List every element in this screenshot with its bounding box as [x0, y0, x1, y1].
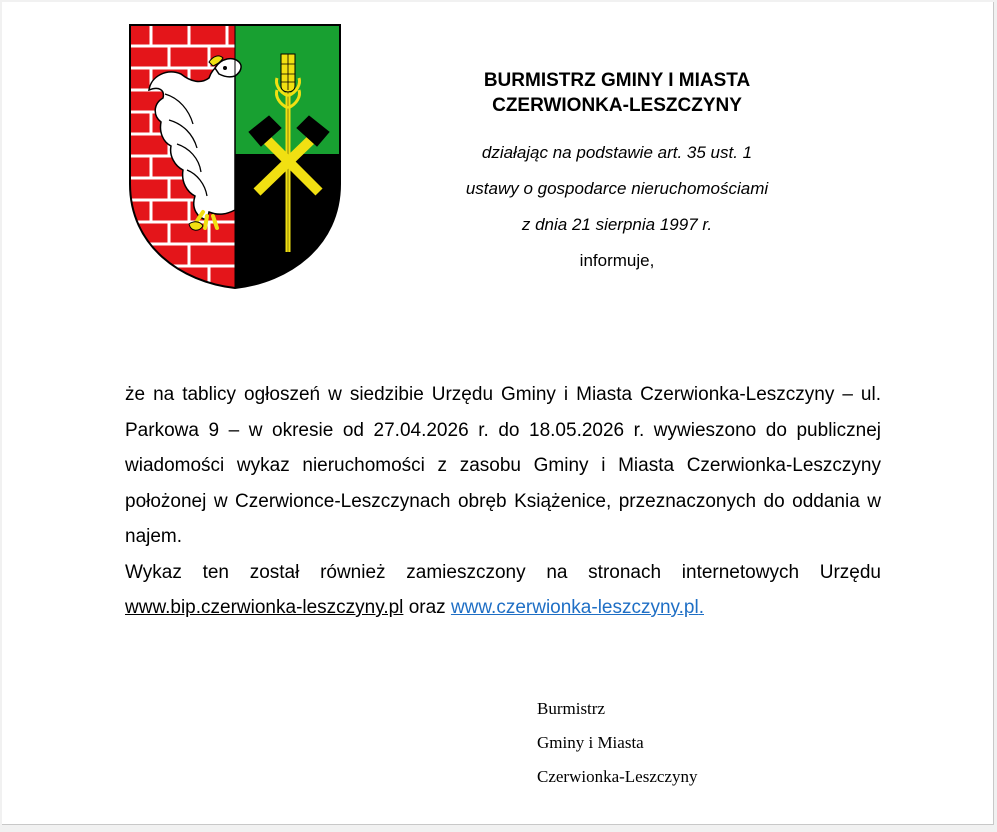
body-paragraph-2-text: Wykaz ten został również zamieszczony na stronach internetowych Urzędu	[125, 561, 881, 583]
coat-of-arms	[129, 24, 341, 290]
website-link-dot: .	[698, 597, 704, 618]
signature-line2: Gminy i Miasta	[537, 733, 644, 752]
document-body	[125, 377, 881, 626]
website-link-text: www.czerwionka-leszczyny.pl	[450, 597, 699, 618]
legal-basis-line3: z dnia 21 sierpnia 1997 r.	[521, 215, 713, 234]
document-header	[402, 68, 832, 279]
coat-of-arms-graphic	[129, 24, 341, 290]
legal-basis-line2: ustawy o gospodarce nieruchomościami	[465, 179, 769, 198]
bip-link[interactable]: www.bip.czerwionka-leszczyny.pl	[125, 597, 404, 618]
header-title-line1: BURMISTRZ GMINY I MIASTA	[483, 70, 751, 91]
signature-line3: Czerwionka-Leszczyny	[537, 767, 698, 786]
informs-text: informuje,	[579, 251, 655, 270]
conjunction-text: oraz	[408, 597, 446, 618]
signature-line1: Burmistrz	[537, 699, 605, 718]
header-title-line2: CZERWIONKA-LESZCZYNY	[492, 95, 742, 116]
website-link[interactable]	[451, 597, 704, 618]
document-page	[2, 2, 994, 825]
signature-block	[537, 692, 697, 794]
body-paragraph-1: że na tablicy ogłoszeń w siedzibie Urzędu Gminy i Miasta Czerwionka-Leszczyny – ul. Parkowa 9 – w okresie od 27.04.2026 r. do 18.05.2026 r. wywieszono do publicznej wiadomości wykaz nieruchomości z zasobu Gminy i Miasta Czerwionka-Leszczyny położonej w Czerwionce-Leszczynach obręb Książenice, przeznaczonych do oddania w najem.	[125, 384, 881, 547]
body-paragraph-2	[125, 555, 881, 626]
legal-basis-line1: działając na podstawie art. 35 ust. 1	[481, 143, 753, 162]
